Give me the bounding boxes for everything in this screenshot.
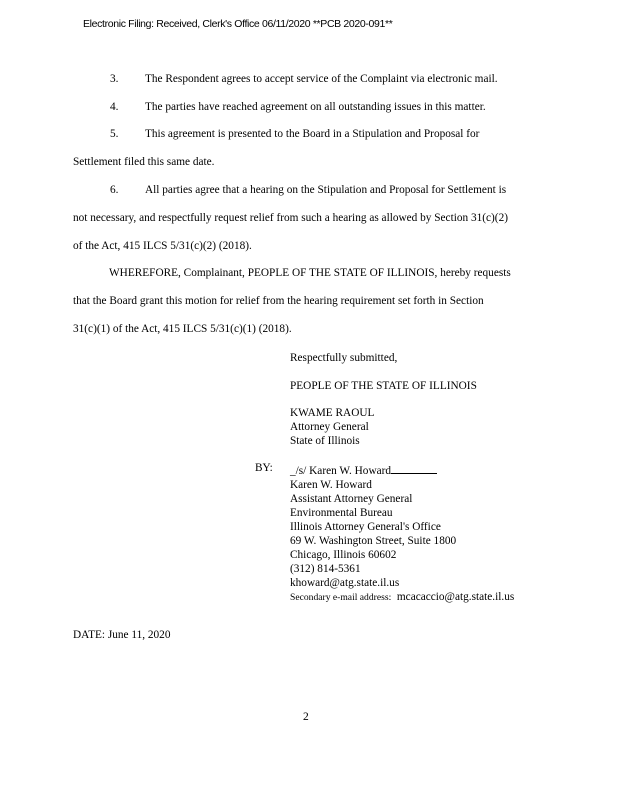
paragraph-5-line-2: Settlement filed this same date. [73, 156, 215, 168]
closing-text: Respectfully submitted, [290, 352, 398, 364]
paragraph-5-number: 5. [110, 128, 119, 140]
signed-name: _/s/ Karen W. Howard [290, 465, 392, 477]
paragraph-6-line-2: not necessary, and respectfully request relief from such a hearing as allowed by Section 31(c)(2) [73, 212, 508, 224]
attorney-general-block [290, 406, 374, 448]
secondary-email: mcacaccio@atg.state.il.us [396, 591, 515, 603]
signer-email: khoward@atg.state.il.us [290, 577, 400, 589]
signature-line [290, 462, 514, 478]
page-number: 2 [303, 711, 309, 723]
signer-block [290, 462, 514, 605]
signer-bureau: Environmental Bureau [290, 507, 393, 519]
wherefore-line-2: that the Board grant this motion for relief from the hearing requirement set forth in Section [73, 295, 484, 307]
signer-title: Assistant Attorney General [290, 493, 413, 505]
paragraph-3-number: 3. [110, 73, 119, 85]
paragraph-6-number: 6. [110, 184, 119, 196]
paragraph-4-text: The parties have reached agreement on all outstanding issues in this matter. [145, 101, 486, 113]
signature-underline [391, 462, 437, 474]
party-name: PEOPLE OF THE STATE OF ILLINOIS [290, 380, 477, 392]
electronic-filing-header: Electronic Filing: Received, Clerk's Office 06/11/2020 **PCB 2020-091** [83, 18, 393, 30]
attorney-general-state: State of Illinois [290, 435, 360, 447]
paragraph-6-line-1: All parties agree that a hearing on the Stipulation and Proposal for Settlement is [145, 184, 507, 196]
paragraph-5-line-1: This agreement is presented to the Board in a Stipulation and Proposal for [145, 128, 480, 140]
signer-office: Illinois Attorney General's Office [290, 521, 441, 533]
signer-phone: (312) 814-5361 [290, 563, 361, 575]
paragraph-6-line-3: of the Act, 415 ILCS 5/31(c)(2) (2018). [73, 240, 252, 252]
secondary-email-line [290, 590, 514, 605]
signer-name: Karen W. Howard [290, 479, 372, 491]
signer-city: Chicago, Illinois 60602 [290, 549, 397, 561]
signer-street: 69 W. Washington Street, Suite 1800 [290, 535, 457, 547]
attorney-general-title: Attorney General [290, 421, 369, 433]
attorney-general-name: KWAME RAOUL [290, 407, 375, 419]
paragraph-4-number: 4. [110, 101, 119, 113]
wherefore-line-1: WHEREFORE, Complainant, PEOPLE OF THE STATE OF ILLINOIS, hereby requests [109, 267, 511, 279]
date-line: DATE: June 11, 2020 [73, 629, 171, 641]
paragraph-3-text: The Respondent agrees to accept service of the Complaint via electronic mail. [145, 73, 498, 85]
secondary-email-label: Secondary e-mail address: [290, 592, 392, 603]
wherefore-line-3: 31(c)(1) of the Act, 415 ILCS 5/31(c)(1) (2018). [73, 323, 292, 335]
by-label: BY: [255, 462, 273, 474]
